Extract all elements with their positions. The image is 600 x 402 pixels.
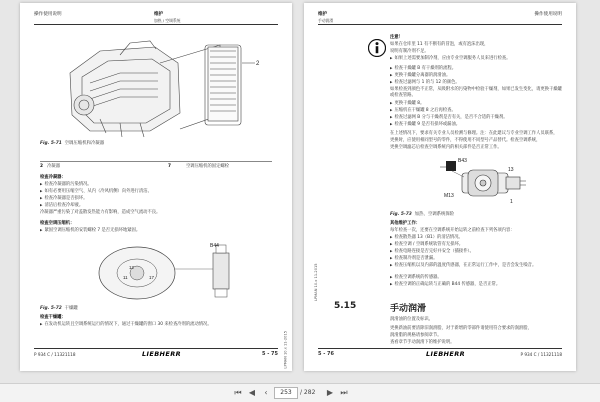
previous-small-icon[interactable]: ‹: [264, 388, 268, 397]
first-page-icon[interactable]: ⏮: [234, 388, 242, 397]
engine-condenser-drawing: [60, 33, 270, 139]
side-marginal-text: LPMAN 10.x 11-2015: [284, 331, 288, 369]
check-sight-title: 检查干燥罐：: [40, 315, 66, 320]
side-marginal-text: LPMAN 10.x 11-2015: [314, 263, 318, 301]
list-item: ▶ 检查制冷剂是否泄漏。: [390, 256, 437, 262]
document-page-right: [304, 3, 576, 371]
page-total: / 282: [300, 389, 316, 396]
figure-caption-2: Fig. 5-72 干燥罐: [40, 306, 78, 311]
info-icon: [368, 39, 386, 57]
page-header: [34, 10, 278, 25]
paragraph: 冷凝器严重污染了对盖散发热能力有影响，造成空气流动不良。: [40, 210, 161, 215]
header-left: 维护: [318, 12, 328, 17]
list-item: ▶ 检查空调的正确运转与正确的 B44 传感器，是否正常。: [390, 282, 500, 288]
paragraph-line: 更换时，应使用相同型号的零件，不得使用不同型号产品替代。检查空调系统，: [390, 138, 541, 143]
figure-caption-3: Fig. 5-73 加热、空调系统保险: [390, 212, 455, 217]
notice-line: 说明有制冷剂不足。: [390, 49, 429, 54]
section-number: 5.15: [334, 301, 357, 311]
dryer-sightglass-drawing: [95, 239, 245, 301]
list-item: ▶ 如有必要用压缩空气、从内（冷风机侧）向外进行清洁。: [40, 189, 152, 195]
footer-doc-number: P 934 C / 11321118: [520, 352, 562, 357]
list-item: ▶ 清洁后检查冷却液。: [40, 203, 83, 209]
previous-page-icon[interactable]: ◀: [248, 388, 256, 397]
notice-line: ▶ 如果上述需要加制冷剂，应由专业空调服务人员来进行检查。: [390, 56, 510, 62]
paragraph-line: 更换新油前要清除旧润滑脂，对于新增的零部件请使用符合要求的润滑脂，: [390, 326, 532, 331]
footer-doc-number: P 934 C / 11321118: [34, 352, 76, 357]
label-b43: B43: [458, 158, 467, 164]
list-item: ▶ 检查冷凝器是否损坏。: [40, 196, 87, 202]
footer-page-number: 5 - 75: [262, 351, 278, 357]
paragraph-line: 在上述情况下，要求有关专业人员检测与修理。注：在此建议与专业空调工作人员联系，: [390, 131, 558, 136]
label-12: 12: [129, 265, 135, 270]
header-right: 操作使用说明: [534, 12, 562, 17]
list-item: ▶ 紧固空调压缩机的安装螺栓 7 是否无损坏地紧固。: [40, 228, 140, 234]
page-number-input[interactable]: 253: [274, 387, 298, 399]
label-11: 11: [123, 275, 128, 280]
list-item: ▶ 检查电路连接是否完好并安全（插接件）。: [390, 249, 474, 255]
legend-table: 2 冷凝器 7 空调压缩机的固定螺栓: [40, 161, 272, 170]
page-navigation-toolbar: [0, 383, 600, 402]
check-condenser-title: 检查冷凝器：: [40, 175, 66, 180]
liebherr-logo: LIEBHERR: [426, 350, 466, 358]
footer-page-number: 5 - 76: [318, 351, 334, 357]
sensor-relay-drawing: [422, 153, 532, 209]
list-item: ▶ 更换干燥罐 8。: [390, 101, 424, 107]
label-17: 17: [149, 275, 155, 280]
list-item: ▶ 在发动机运转且空调系统运行的情况下，通过干燥罐的窗口 30 来检查冷剂的流动情况。: [40, 322, 272, 328]
paragraph: 如果检查到颜色不正常，从吸附水的污染物中检验干燥剂，如果已发生变化，请更换干燥罐或检查管路。: [390, 87, 562, 98]
notice-line: 如果在仓库里 11 有不断有的冒泡，或有泡沫出现，: [390, 42, 489, 47]
list-item: ▶ 更换干燥罐分离器的润滑油。: [390, 73, 450, 79]
paragraph: 每年检查一次，还要在空调系统开始运转之前检查下列各项内容：: [390, 228, 515, 233]
header-sub: 手动润滑: [318, 18, 334, 23]
paragraph-line: 查看章节手动润滑下的维护说明。: [390, 340, 455, 345]
paragraph-line: 润滑脂的规格请参阅章节。: [390, 333, 442, 338]
list-item: ▶ 检查过滤网 B 分与干燥剂是否有关，是否不合适的干燥剂。: [390, 115, 508, 121]
section-title: 手动润滑: [390, 304, 427, 314]
list-item: ▶ 检查空调系统的传感器。: [390, 275, 442, 281]
list-item: ▶ 压缩机在干燥罐 8 之后再检查。: [390, 108, 456, 114]
liebherr-logo: LIEBHERR: [142, 350, 182, 358]
paragraph-line: 更换空调滤芯后检查空调系统内的相关部件是否正常工作。: [390, 145, 502, 150]
page-header: [318, 10, 562, 25]
list-item: ▶ 检查过滤网与 1 的与 12 的颜色。: [390, 80, 460, 86]
check-dryer-title: 检查空调压缩机：: [40, 221, 75, 226]
paragraph-line: 润滑油的位置及标识。: [390, 317, 433, 322]
list-item: ▶ 检查干燥罐 9 是否有损坏或漏油。: [390, 122, 460, 128]
notice-title: 注意！: [390, 35, 403, 40]
list-item: ▶ 检查干燥罐 B 有干燥剂的流程。: [390, 66, 456, 72]
next-page-icon[interactable]: ▶: [326, 388, 334, 397]
list-item: ▶ 检查冷凝器的污染情况。: [40, 182, 92, 188]
callout-2: 2: [256, 61, 260, 67]
document-page-left: [20, 3, 292, 371]
list-item: ▶ 检查散热器 13（B1）的清洁情况。: [390, 235, 463, 241]
header-sub: 加热 / 空调系统: [154, 18, 181, 23]
other-work-title: 其他维护工作：: [390, 221, 421, 226]
list-item: ▶ 检查压缩机以及内部的温度传感器，在正常运行工作中，是否会发生噪音。: [390, 263, 562, 269]
page-footer: [318, 348, 562, 359]
label-1: 1: [510, 199, 513, 205]
page-footer: [34, 348, 278, 359]
label-13: 13: [508, 167, 514, 173]
last-page-icon[interactable]: ⏭: [340, 388, 348, 397]
label-b44: B44: [210, 243, 219, 249]
header-center: 维护: [154, 12, 164, 17]
label-m13: M13: [444, 193, 454, 199]
list-item: ▶ 检查空调 / 空调系统软管有无损坏。: [390, 242, 463, 248]
figure-caption-1: Fig. 5-71 空调压缩机和冷凝器: [40, 141, 105, 146]
header-left: 操作使用说明: [34, 12, 62, 17]
